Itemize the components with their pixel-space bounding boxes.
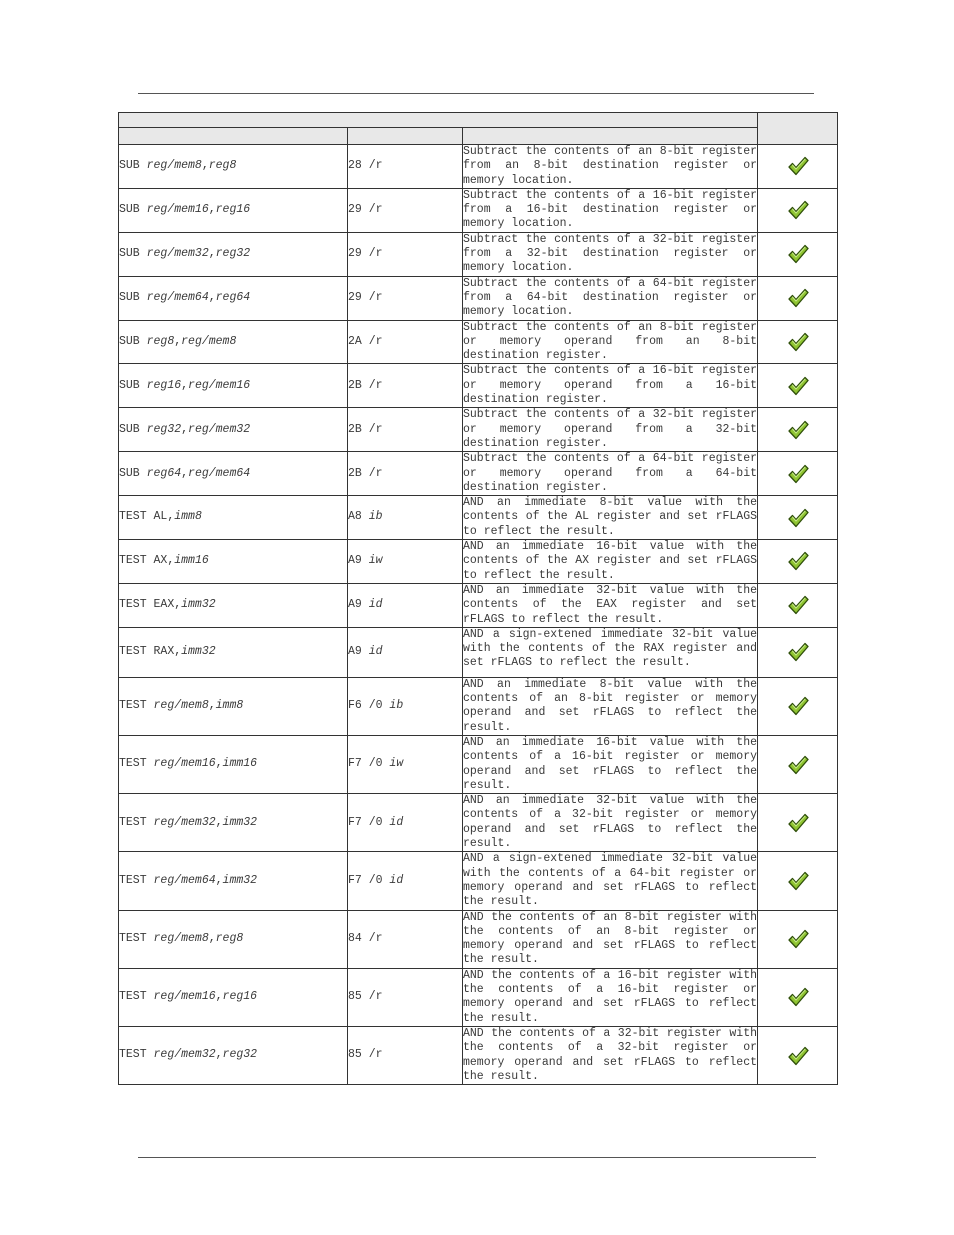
opcode-part: 84 /r <box>348 931 383 945</box>
description-cell: Subtract the contents of an 8-bit register or memory operand from an 8-bit destination register. <box>463 320 758 363</box>
mnemonic-operand: reg8 <box>208 159 237 173</box>
opcode-cell <box>348 276 463 320</box>
description-cell: AND the contents of a 16-bit register with the contents of a 16-bit register or memory operand and set rFLAGS to reflect the result. <box>463 968 758 1025</box>
mnemonic-cell <box>119 735 348 793</box>
opcode-part: 2B /r <box>348 466 383 480</box>
mnemonic-op: TEST <box>119 931 147 945</box>
mnemonic-cell <box>119 677 348 735</box>
supported-cell <box>758 735 838 793</box>
mnemonic-op: TEST <box>119 815 147 829</box>
description-cell: AND an immediate 16-bit value with the contents of a 16-bit register or memory operand and set rFLAGS to reflect the result. <box>463 735 758 792</box>
checkmark-icon <box>787 813 809 833</box>
description-cell: AND an immediate 32-bit value with the contents of a 32-bit register or memory operand and set rFLAGS to reflect the result. <box>463 794 758 851</box>
description-cell: Subtract the contents of a 16-bit register from a 16-bit destination register or memory location. <box>463 188 758 231</box>
mnemonic-operand: , <box>215 873 223 887</box>
checkmark-icon <box>787 244 809 264</box>
table-row <box>119 540 838 584</box>
opcode-part: F7 /0 <box>348 815 390 829</box>
mnemonic-operand: reg/mem32 <box>188 422 251 436</box>
opcode-column-header <box>348 128 463 145</box>
opcode-cell <box>348 735 463 793</box>
mnemonic-op: SUB <box>119 334 140 348</box>
mnemonic-operand: reg8 <box>146 334 175 348</box>
mnemonic-cell <box>119 540 348 584</box>
mnemonic-operand: , <box>181 378 189 392</box>
table-row <box>119 968 838 1026</box>
mnemonic-cell <box>119 1026 348 1084</box>
description-cell: AND a sign-extened immediate 32-bit value with the contents of a 64-bit register or memory operand and set rFLAGS to reflect the result. <box>463 852 758 909</box>
mnemonic-operand: EAX, <box>153 598 182 612</box>
mnemonic-cell <box>119 408 348 452</box>
table-row <box>119 276 838 320</box>
checkmark-icon <box>787 551 809 571</box>
mnemonic-operand: reg16 <box>222 990 258 1004</box>
opcode-part: 85 /r <box>348 990 383 1004</box>
table-row <box>119 364 838 408</box>
mnemonic-cell <box>119 452 348 496</box>
opcode-cell <box>348 188 463 232</box>
table-row <box>119 677 838 735</box>
supported-cell <box>758 188 838 232</box>
checkmark-icon <box>787 332 809 352</box>
opcode-part: iw <box>389 757 404 771</box>
mnemonic-cell <box>119 794 348 852</box>
opcode-cell <box>348 540 463 584</box>
checkmark-icon <box>787 987 809 1007</box>
opcode-part: A9 <box>348 598 369 612</box>
description-cell: Subtract the contents of a 64-bit register or memory operand from a 64-bit destination register. <box>463 452 758 494</box>
mnemonic-operand: reg/mem32 <box>153 1048 216 1062</box>
mnemonic-op: TEST <box>119 554 147 568</box>
mnemonic-operand: reg/mem32 <box>153 815 216 829</box>
table-title-cell <box>119 113 758 128</box>
opcode-part: id <box>368 645 383 659</box>
mnemonic-operand: , <box>208 247 216 261</box>
mnemonic-cell <box>119 145 348 189</box>
mnemonic-operand: , <box>208 203 216 217</box>
mnemonic-operand: , <box>208 931 216 945</box>
mnemonic-operand: reg64 <box>215 290 251 304</box>
table-row <box>119 627 838 677</box>
checkmark-icon <box>787 1046 809 1066</box>
checkmark-icon <box>787 595 809 615</box>
mnemonic-op: TEST <box>119 757 147 771</box>
mnemonic-operand: reg64 <box>146 466 182 480</box>
supported-cell <box>758 232 838 276</box>
mnemonic-operand: , <box>215 990 223 1004</box>
opcode-cell <box>348 452 463 496</box>
opcode-part: 28 /r <box>348 159 383 173</box>
mnemonic-operand: , <box>208 290 216 304</box>
supported-cell <box>758 910 838 968</box>
mnemonic-operand: , <box>215 757 223 771</box>
opcode-cell <box>348 627 463 677</box>
mnemonic-op: TEST <box>119 645 147 659</box>
description-cell: AND the contents of an 8-bit register with the contents of an 8-bit register or memory operand and set rFLAGS to reflect the result. <box>463 910 758 967</box>
mnemonic-op: SUB <box>119 247 140 261</box>
mnemonic-column-header <box>119 128 348 145</box>
mnemonic-cell <box>119 320 348 364</box>
checkmark-icon <box>787 376 809 396</box>
mnemonic-op: TEST <box>119 990 147 1004</box>
checkmark-icon <box>787 755 809 775</box>
footer-rule <box>138 1157 816 1158</box>
mnemonic-operand: reg/mem16 <box>153 990 216 1004</box>
supported-cell <box>758 408 838 452</box>
checkmark-icon <box>787 420 809 440</box>
description-cell: AND an immediate 8-bit value with the contents of an 8-bit register or memory operand and set rFLAGS to reflect the result. <box>463 677 758 734</box>
mnemonic-cell <box>119 968 348 1026</box>
checkmark-icon <box>787 200 809 220</box>
instruction-table <box>118 112 838 1085</box>
mnemonic-operand: imm32 <box>222 873 258 887</box>
mnemonic-cell <box>119 188 348 232</box>
mnemonic-op: TEST <box>119 873 147 887</box>
opcode-cell <box>348 408 463 452</box>
mnemonic-op: TEST <box>119 1048 147 1062</box>
supported-cell <box>758 276 838 320</box>
opcode-part: 2B /r <box>348 378 383 392</box>
opcode-part: 85 /r <box>348 1048 383 1062</box>
supported-cell <box>758 968 838 1026</box>
mnemonic-cell <box>119 627 348 677</box>
supported-cell <box>758 496 838 540</box>
description-cell: AND an immediate 32-bit value with the contents of the EAX register and set rFLAGS to reflect the result. <box>463 583 758 626</box>
mnemonic-operand: reg/mem64 <box>153 873 216 887</box>
opcode-cell <box>348 968 463 1026</box>
opcode-cell <box>348 232 463 276</box>
mnemonic-operand: reg/mem64 <box>188 466 251 480</box>
checkmark-icon <box>787 642 809 662</box>
opcode-part: id <box>389 873 404 887</box>
mnemonic-operand: , <box>174 334 182 348</box>
mnemonic-operand: imm16 <box>222 757 258 771</box>
mnemonic-operand: , <box>181 422 189 436</box>
table-header <box>119 113 838 145</box>
checkmark-icon <box>787 696 809 716</box>
mnemonic-operand: reg16 <box>215 203 251 217</box>
opcode-part: 29 /r <box>348 247 383 261</box>
description-cell: Subtract the contents of a 32-bit register or memory operand from a 32-bit destination register. <box>463 408 758 450</box>
supported-cell <box>758 627 838 677</box>
mnemonic-operand: , <box>201 159 209 173</box>
mnemonic-operand: imm8 <box>215 699 244 713</box>
table-row <box>119 910 838 968</box>
mnemonic-op: SUB <box>119 203 140 217</box>
checkmark-icon <box>787 508 809 528</box>
opcode-part: ib <box>368 510 383 524</box>
opcode-cell <box>348 496 463 540</box>
mnemonic-operand: imm8 <box>174 510 202 524</box>
table-row <box>119 496 838 540</box>
table-row <box>119 1026 838 1084</box>
opcode-part: A9 <box>348 645 369 659</box>
supported-cell <box>758 852 838 910</box>
supported-cell <box>758 540 838 584</box>
supported-cell <box>758 364 838 408</box>
mnemonic-operand: reg32 <box>222 1048 258 1062</box>
mnemonic-op: SUB <box>119 378 140 392</box>
mnemonic-operand: imm16 <box>174 554 209 568</box>
mnemonic-operand: reg/mem8 <box>181 334 237 348</box>
table-row <box>119 145 838 189</box>
opcode-part: id <box>389 815 404 829</box>
mnemonic-operand: reg/mem32 <box>146 247 209 261</box>
opcode-part: A8 <box>348 510 369 524</box>
supported-cell <box>758 452 838 496</box>
mnemonic-op: TEST <box>119 598 147 612</box>
description-column-header <box>463 128 758 145</box>
mnemonic-operand: reg/mem8 <box>146 159 202 173</box>
description-cell: Subtract the contents of an 8-bit register from an 8-bit destination register or memory location. <box>463 145 758 187</box>
opcode-cell <box>348 583 463 627</box>
opcode-part: F7 /0 <box>348 757 390 771</box>
description-cell: AND a sign-extened immediate 32-bit value with the contents of the RAX register and set rFLAGS to reflect the result. <box>463 627 758 677</box>
mnemonic-operand: AX, <box>153 554 175 568</box>
mnemonic-operand: imm32 <box>222 815 258 829</box>
mnemonic-cell <box>119 583 348 627</box>
opcode-part: 2A /r <box>348 334 383 348</box>
mnemonic-op: TEST <box>119 699 147 713</box>
mnemonic-operand: AL, <box>153 510 175 524</box>
supported-cell <box>758 1026 838 1084</box>
checkmark-icon <box>787 288 809 308</box>
description-cell: Subtract the contents of a 16-bit register or memory operand from a 16-bit destination register. <box>463 364 758 407</box>
mnemonic-op: SUB <box>119 159 140 173</box>
description-cell: AND the contents of a 32-bit register with the contents of a 32-bit register or memory operand and set rFLAGS to reflect the result. <box>463 1026 758 1083</box>
mnemonic-cell <box>119 364 348 408</box>
table-row <box>119 852 838 910</box>
table-row <box>119 735 838 793</box>
opcode-cell <box>348 852 463 910</box>
supported-cell <box>758 583 838 627</box>
mnemonic-operand: , <box>181 466 189 480</box>
table-row <box>119 794 838 852</box>
opcode-cell <box>348 677 463 735</box>
checkmark-icon <box>787 156 809 176</box>
mnemonic-operand: , <box>208 699 216 713</box>
mnemonic-op: TEST <box>119 510 147 524</box>
table-row <box>119 188 838 232</box>
checkmark-icon <box>787 929 809 949</box>
supported-cell <box>758 794 838 852</box>
mnemonic-cell <box>119 852 348 910</box>
mnemonic-operand: reg/mem8 <box>153 931 209 945</box>
description-cell: Subtract the contents of a 64-bit register from a 64-bit destination register or memory location. <box>463 276 758 319</box>
mnemonic-op: SUB <box>119 290 140 304</box>
description-cell: AND an immediate 8-bit value with the contents of the AL register and set rFLAGS to reflect the result. <box>463 496 758 538</box>
supported-cell <box>758 320 838 364</box>
mnemonic-operand: reg/mem16 <box>188 378 251 392</box>
opcode-part: id <box>368 598 383 612</box>
supported-cell <box>758 677 838 735</box>
mnemonic-cell <box>119 276 348 320</box>
checkmark-icon <box>787 464 809 484</box>
opcode-part: 2B /r <box>348 422 383 436</box>
table-row <box>119 232 838 276</box>
table-row <box>119 583 838 627</box>
mnemonic-cell <box>119 496 348 540</box>
mnemonic-operand: reg32 <box>215 247 251 261</box>
opcode-part: F7 /0 <box>348 873 390 887</box>
checkmark-icon <box>787 871 809 891</box>
support-column-header <box>758 113 838 145</box>
table-body <box>119 145 838 1085</box>
opcode-part: ib <box>389 699 404 713</box>
mnemonic-cell <box>119 910 348 968</box>
header-rule <box>138 93 814 94</box>
mnemonic-cell <box>119 232 348 276</box>
opcode-cell <box>348 145 463 189</box>
mnemonic-operand: reg/mem64 <box>146 290 209 304</box>
opcode-cell <box>348 1026 463 1084</box>
opcode-part: F6 /0 <box>348 699 390 713</box>
mnemonic-operand: reg/mem16 <box>146 203 209 217</box>
mnemonic-op: SUB <box>119 466 140 480</box>
mnemonic-operand: imm32 <box>181 645 216 659</box>
mnemonic-operand: reg/mem16 <box>153 757 216 771</box>
mnemonic-operand: , <box>215 815 223 829</box>
opcode-cell <box>348 320 463 364</box>
mnemonic-operand: reg32 <box>146 422 182 436</box>
table-row <box>119 452 838 496</box>
opcode-cell <box>348 910 463 968</box>
opcode-cell <box>348 364 463 408</box>
mnemonic-operand: reg8 <box>215 931 244 945</box>
description-cell: AND an immediate 16-bit value with the contents of the AX register and set rFLAGS to reflect the result. <box>463 540 758 582</box>
mnemonic-operand: RAX, <box>153 645 182 659</box>
mnemonic-operand: imm32 <box>181 598 216 612</box>
mnemonic-operand: reg16 <box>146 378 182 392</box>
table-row <box>119 408 838 452</box>
opcode-part: 29 /r <box>348 203 383 217</box>
description-cell: Subtract the contents of a 32-bit register from a 32-bit destination register or memory location. <box>463 232 758 275</box>
opcode-part: 29 /r <box>348 290 383 304</box>
opcode-part: iw <box>368 554 383 568</box>
opcode-part: A9 <box>348 554 369 568</box>
mnemonic-op: SUB <box>119 422 140 436</box>
supported-cell <box>758 145 838 189</box>
mnemonic-operand: reg/mem8 <box>153 699 209 713</box>
opcode-cell <box>348 794 463 852</box>
mnemonic-operand: , <box>215 1048 223 1062</box>
table-row <box>119 320 838 364</box>
